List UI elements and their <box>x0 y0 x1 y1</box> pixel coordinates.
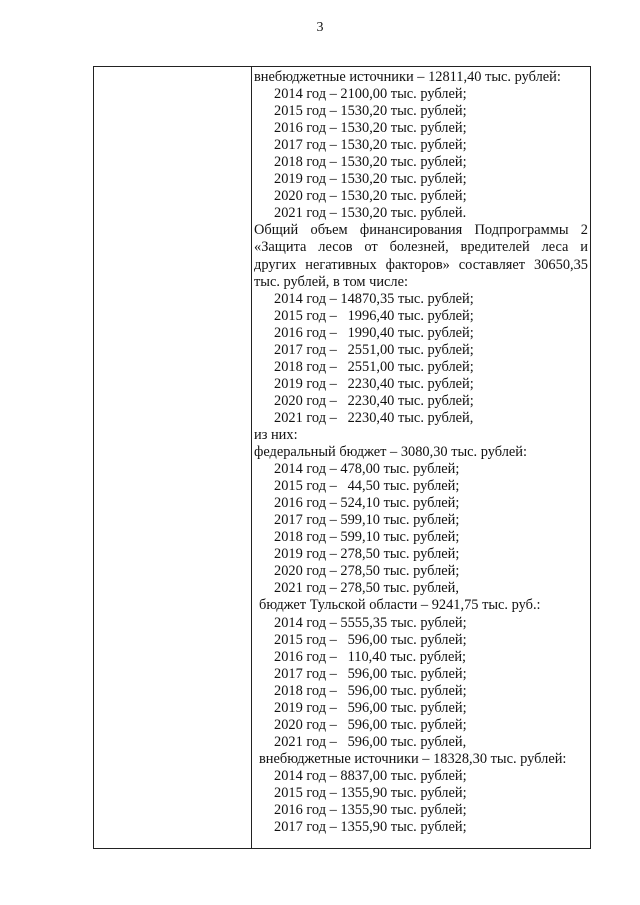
text-line: бюджет Тульской области – 9241,75 тыс. руб.: <box>259 597 541 614</box>
text-line: 2014 год – 5555,35 тыс. рублей; <box>274 614 467 631</box>
text-line: 2017 год – 2551,00 тыс. рублей; <box>274 341 474 358</box>
financing-text-cell <box>254 69 588 836</box>
text-line: 2020 год – 1530,20 тыс. рублей; <box>274 188 467 205</box>
text-line: 2015 год – 1530,20 тыс. рублей; <box>274 103 467 120</box>
text-line: 2018 год – 596,00 тыс. рублей; <box>274 682 467 699</box>
text-line: 2015 год – 1355,90 тыс. рублей; <box>274 784 467 801</box>
text-line: 2020 год – 278,50 тыс. рублей; <box>274 563 460 580</box>
text-line: 2021 год – 1530,20 тыс. рублей. <box>274 205 467 222</box>
text-line: 2018 год – 1530,20 тыс. рублей; <box>274 154 467 171</box>
text-line: 2019 год – 1530,20 тыс. рублей; <box>274 171 467 188</box>
text-line: федеральный бюджет – 3080,30 тыс. рублей: <box>254 444 527 461</box>
text-line: 2014 год – 2100,00 тыс. рублей; <box>274 86 467 103</box>
text-line: 2021 год – 2230,40 тыс. рублей, <box>274 409 474 426</box>
text-line: внебюджетные источники – 12811,40 тыс. рублей: <box>254 69 561 85</box>
text-line: 2016 год – 1355,90 тыс. рублей; <box>274 802 467 819</box>
text-line: 2016 год – 1990,40 тыс. рублей; <box>274 324 474 341</box>
text-line: 2018 год – 599,10 тыс. рублей; <box>274 529 460 546</box>
text-line: 2016 год – 524,10 тыс. рублей; <box>274 495 460 512</box>
text-line: тыс. рублей, в том числе: <box>254 273 408 290</box>
text-line: 2021 год – 596,00 тыс. рублей, <box>274 733 467 750</box>
financing-table <box>93 66 591 849</box>
text-line: 2017 год – 596,00 тыс. рублей; <box>274 665 467 682</box>
text-line: внебюджетные источники – 18328,30 тыс. рублей: <box>259 750 567 767</box>
text-line: 2016 год – 110,40 тыс. рублей; <box>274 648 467 665</box>
text-line: 2017 год – 1355,90 тыс. рублей; <box>274 819 467 836</box>
column-divider <box>251 67 252 848</box>
text-line: 2020 год – 2230,40 тыс. рублей; <box>274 392 474 409</box>
text-line: 2021 год – 278,50 тыс. рублей, <box>274 580 459 597</box>
text-line: Общий объем финансирования Подпрограммы 2 <box>254 222 588 239</box>
text-line: 2017 год – 1530,20 тыс. рублей; <box>274 137 467 154</box>
text-line: из них: <box>254 426 298 443</box>
text-line: 2019 год – 278,50 тыс. рублей; <box>274 546 460 563</box>
text-line: 2015 год – 44,50 тыс. рублей; <box>274 478 460 495</box>
text-line: 2014 год – 478,00 тыс. рублей; <box>274 461 460 478</box>
text-line: 2015 год – 1996,40 тыс. рублей; <box>274 307 474 324</box>
text-line: 2019 год – 2230,40 тыс. рублей; <box>274 375 474 392</box>
text-line: 2020 год – 596,00 тыс. рублей; <box>274 716 467 733</box>
text-line: 2014 год – 8837,00 тыс. рублей; <box>274 767 467 784</box>
text-line: 2019 год – 596,00 тыс. рублей; <box>274 699 467 716</box>
text-line: 2017 год – 599,10 тыс. рублей; <box>274 512 460 529</box>
page-number: 3 <box>316 20 324 35</box>
text-line: 2015 год – 596,00 тыс. рублей; <box>274 631 467 648</box>
text-line: 2016 год – 1530,20 тыс. рублей; <box>274 120 467 137</box>
text-line: 2018 год – 2551,00 тыс. рублей; <box>274 358 474 375</box>
text-line: 2014 год – 14870,35 тыс. рублей; <box>274 290 474 307</box>
text-line: других негативных факторов» составляет 30650,35 <box>254 256 588 273</box>
text-line: «Защита лесов от болезней, вредителей леса и <box>254 239 588 256</box>
